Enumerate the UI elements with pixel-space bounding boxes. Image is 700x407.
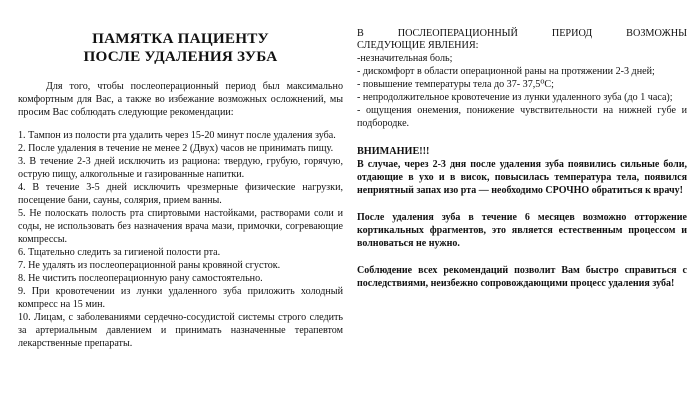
intro-paragraph: Для того, чтобы послеоперационный период был максимально комфортным для Вас, а также во избежание возможных осложнений, мы просим Вас соблюдать следующие рекомендации: [18,81,343,118]
attention-title: ВНИМАНИЕ!!! [357,146,430,157]
list-item: - непродолжительное кровотечение из лунки удаленного зуба (до 1 часа); [357,92,673,103]
heading-word: ПЕРИОД [551,28,593,39]
page-title [18,30,343,66]
heading-word: ПОСЛЕОПЕРАЦИОННЫЙ [397,28,518,39]
list-item: 3. В течение 2-3 дней исключить из рациона: твердую, грубую, горячую, острую пищу, алкогольные и газированные напитки. [18,156,343,180]
list-item: 5. Не полоскать полость рта спиртовыми настойками, растворами соли и соды, не использовать без назначения врача мази, примочки, согревающие компрессы. [18,208,343,245]
list-item: - повышение температуры тела до 37- 37,5⁰С; [357,79,554,90]
recommendations-list [18,129,343,350]
list-item: - ощущения онемения, понижение чувствительности на нижней губе и подбородке. [357,105,687,129]
right-column [357,0,687,290]
list-item: 4. В течение 3-5 дней исключить чрезмерные физические нагрузки, посещение бани, сауны, солярия, прием ванны. [18,182,343,206]
attention-paragraph: В случае, через 2-3 дня после удаления зуба появились сильные боли, отдающие в ухо и в висок, повысилась температура тела, появился неприятный запах изо рта — необходимо СРОЧНО обратиться к врачу! [357,159,687,196]
title-line-1: ПАМЯТКА ПАЦИЕНТУ [92,30,269,47]
heading-word: В [357,28,364,39]
list-item: 1. Тампон из полости рта удалить через 15-20 минут после удаления зуба. [18,130,336,141]
list-item: - дискомфорт в области операционной раны на протяжении 2-3 дней; [357,66,655,77]
phenomena-list [357,52,687,130]
closing-paragraph: Соблюдение всех рекомендаций позволит Вам быстро справиться с последствиями, неизбежно сопровождающими процесс удаления зуба! [357,265,687,289]
heading-word: ВОЗМОЖНЫ [626,28,687,39]
list-item: 6. Тщательно следить за гигиеной полости рта. [18,247,221,258]
list-item: 10. Лицам, с заболеваниями сердечно-сосудистой системы строго следить за артериальным давлением и принимать назначенные терапевтом лекарственные препараты. [18,312,343,349]
phenomena-heading [357,28,687,52]
heading-line-2: СЛЕДУЮЩИЕ ЯВЛЕНИЯ: [357,40,479,51]
rejection-paragraph: После удаления зуба в течение 6 месяцев возможно отторжение кортикальных фрагментов, это является естественным процессом и волноваться не нужно. [357,212,687,249]
list-item: -незначительная боль; [357,53,453,64]
list-item: 8. Не чистить послеоперационную рану самостоятельно. [18,273,263,284]
title-line-2: ПОСЛЕ УДАЛЕНИЯ ЗУБА [83,48,278,65]
list-item: 7. Не удалять из послеоперационной раны кровяной сгусток. [18,260,281,271]
left-column [18,0,343,350]
list-item: 2. После удаления в течение не менее 2 (Двух) часов не принимать пищу. [18,143,334,154]
list-item: 9. При кровотечении из лунки удаленного зуба приложить холодный компресс на 15 мин. [18,286,343,310]
